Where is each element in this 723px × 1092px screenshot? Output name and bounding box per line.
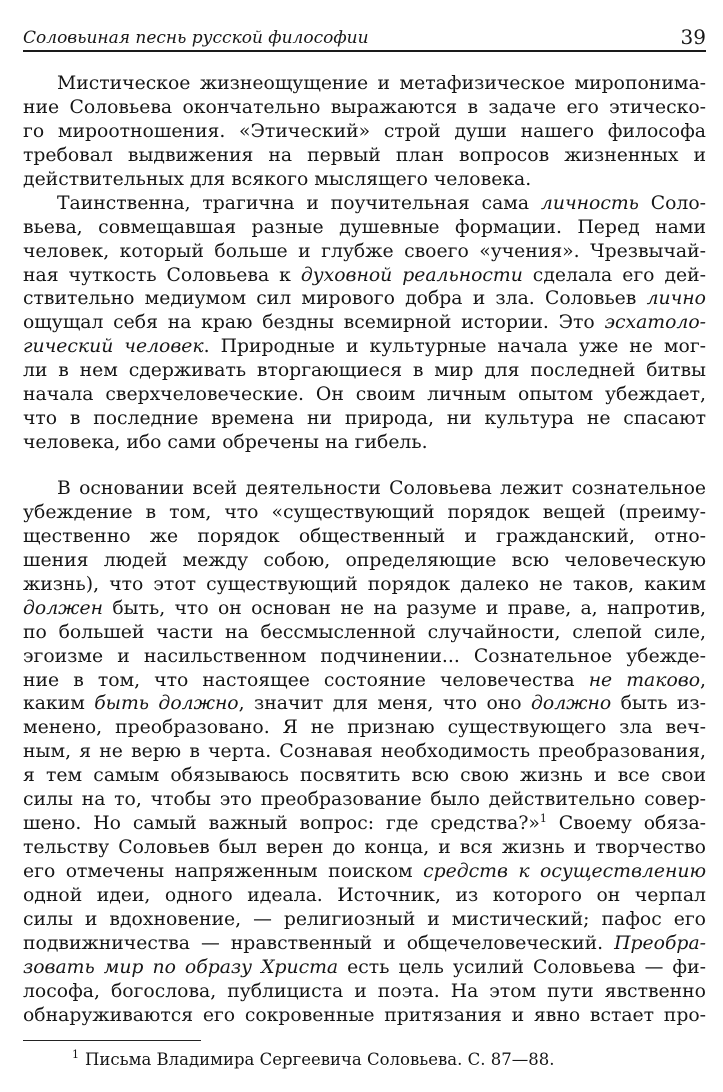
text-run: , bbox=[700, 669, 706, 691]
text-line bbox=[23, 311, 706, 335]
text-run: подвижничества — нравственный и общечеловеческий. bbox=[23, 932, 615, 954]
emphasis: не таково bbox=[588, 669, 700, 691]
text-line: по большей части на бессмысленной случайности, слепой силе, bbox=[23, 621, 706, 643]
text-line bbox=[23, 287, 706, 311]
paragraph bbox=[23, 72, 706, 192]
text-line bbox=[23, 932, 706, 956]
text-run: его отмечены напряженным поиском bbox=[23, 861, 424, 882]
text-run: Соло- bbox=[638, 192, 706, 214]
text-run: шено. Но самый важный вопрос: где средства?» bbox=[23, 813, 540, 835]
emphasis: эсхатоло- bbox=[604, 312, 706, 334]
emphasis: средств к осуществлению bbox=[423, 861, 706, 882]
emphasis: личность bbox=[540, 192, 639, 214]
text-line: лософа, богослова, публициста и поэта. На этом пути явственно bbox=[23, 980, 706, 1002]
text-line: менено, преобразовано. Я не признаю существующего зла веч- bbox=[23, 717, 706, 739]
text-line: го мироотношения. «Этический» строй души нашего философа bbox=[23, 120, 706, 142]
page-number: 39 bbox=[680, 25, 706, 49]
text-run: ощущал себя на краю бездны всемирной истории. Это bbox=[23, 312, 605, 334]
emphasis: должно bbox=[530, 693, 612, 715]
footnote-mark: 1 bbox=[72, 1048, 79, 1061]
text-run: быть, что он основан не на разуме и праве, а, напротив, bbox=[103, 597, 706, 619]
text-line: ние Соловьева окончательно выражаются в задаче его этическо- bbox=[23, 96, 706, 118]
footnote-reference[interactable]: 1 bbox=[539, 812, 547, 826]
emphasis: духовной реальности bbox=[300, 264, 523, 286]
text-line: человек, который больше и глубже своего «учения». Чрезвычай- bbox=[23, 240, 706, 262]
text-run: , значит для меня, что оно bbox=[238, 693, 531, 715]
text-line: вьева, совмещавшая разные душевные формации. Перед нами bbox=[23, 216, 706, 238]
text-line bbox=[23, 812, 706, 836]
text-line: эгоизме и насильственном подчинении... Сознательное убежде- bbox=[23, 645, 706, 667]
text-run: каким bbox=[23, 693, 95, 715]
text-line: начала сверхчеловеческие. Он своим личным опытом убеждает, bbox=[23, 384, 706, 406]
text-line: силы на то, чтобы это преобразование было действительно совер- bbox=[23, 789, 706, 811]
text-run: быть из- bbox=[611, 693, 706, 715]
text-line: силы и вдохновение, — религиозный и мистический; пафос его bbox=[23, 908, 706, 930]
text-line: действительных для всякого мыслящего человека. bbox=[23, 168, 532, 190]
text-run: Таинственна, трагична и поучительная сама bbox=[57, 192, 541, 214]
text-line bbox=[23, 860, 706, 884]
text-run: Своему обяза- bbox=[546, 813, 706, 835]
emphasis: зовать мир по образу Христа bbox=[23, 956, 339, 978]
text-line: шения людей между собою, определяющие всю человеческую bbox=[23, 549, 706, 571]
emphasis: гический человек bbox=[23, 336, 204, 358]
text-line: одной идеи, одного идеала. Источник, из которого он черпал bbox=[23, 884, 706, 906]
paragraph bbox=[23, 192, 706, 455]
text-line bbox=[23, 192, 706, 216]
text-line bbox=[23, 956, 706, 980]
text-line: убеждение в том, что «существующий порядок вещей (преиму- bbox=[23, 501, 706, 523]
text-line: требовал выдвижения на первый план вопросов жизненных и bbox=[23, 144, 706, 166]
text-run: ние в том, что настоящее состояние человечества bbox=[23, 669, 589, 691]
emphasis: быть должно bbox=[94, 693, 239, 715]
text-line: щественно же порядок общественный и гражданский, отно- bbox=[23, 525, 706, 547]
text-run: ная чуткость Соловьева к bbox=[23, 264, 301, 286]
text-run: . Природные и культурные начала уже не мог- bbox=[203, 336, 707, 358]
text-line: обнаруживаются его сокровенные притязания и явно встает про- bbox=[23, 1004, 706, 1026]
footnote-divider bbox=[23, 1040, 201, 1041]
text-line: я тем самым обязываюсь посвятить всю свою жизнь и все свои bbox=[23, 765, 706, 787]
text-run: сделала его дей- bbox=[522, 264, 706, 286]
footnote-text: Письма Владимира Сергеевича Соловьева. С. 87—88. bbox=[85, 1050, 555, 1069]
emphasis: лично bbox=[646, 288, 706, 310]
footnote bbox=[72, 1050, 555, 1069]
text-line bbox=[23, 692, 706, 716]
text-line: жизнь), что этот существующий порядок далеко не таков, каким bbox=[23, 573, 706, 595]
text-line bbox=[23, 597, 706, 621]
emphasis: Преобра- bbox=[614, 932, 706, 954]
text-line bbox=[23, 335, 706, 359]
text-line bbox=[23, 264, 706, 288]
text-run: есть цель усилий Соловьева — фи- bbox=[338, 956, 706, 978]
text-line: В основании всей деятельности Соловьева лежит сознательное bbox=[57, 478, 706, 499]
text-line: ли в нем сдерживать вторгающиеся в мир для последней битвы bbox=[23, 360, 706, 382]
main-text bbox=[23, 72, 706, 1028]
running-header bbox=[23, 22, 706, 52]
text-line: ным, я не верю в черта. Сознавая необходимость преобразования, bbox=[23, 741, 706, 763]
text-run: ствительно медиумом сил мирового добра и зла. Соловьев bbox=[23, 288, 637, 310]
text-line: человека, ибо сами обречены на гибель. bbox=[23, 432, 428, 454]
running-title: Соловьиная песнь русской философии bbox=[23, 28, 369, 48]
text-line: тельству Соловьев был верен до конца, и вся жизнь и творчество bbox=[23, 837, 706, 859]
text-line: Мистическое жизнеощущение и метафизическое миропонима- bbox=[57, 73, 706, 94]
text-line bbox=[23, 669, 706, 693]
emphasis: должен bbox=[23, 597, 104, 619]
paragraph bbox=[23, 477, 706, 1028]
text-line: что в последние времена ни природа, ни культура не спасают bbox=[23, 408, 706, 430]
